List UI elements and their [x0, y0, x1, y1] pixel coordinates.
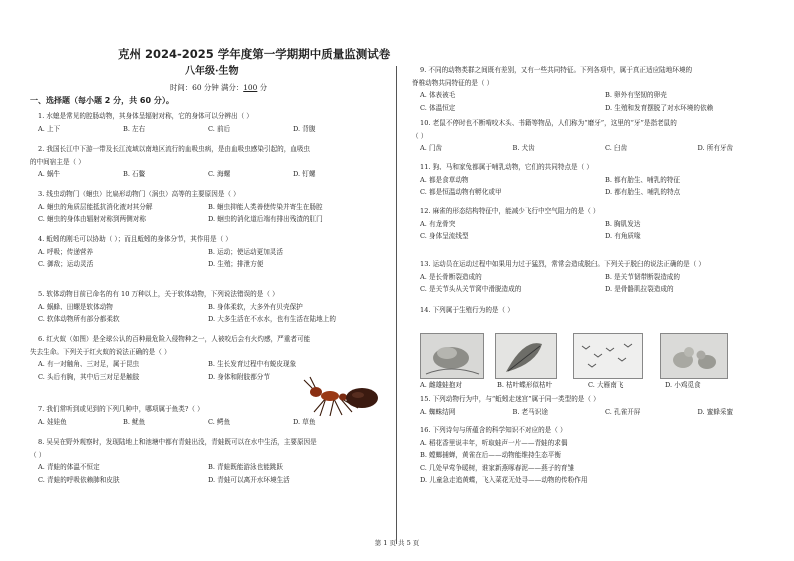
- answer-option[interactable]: D. 生殖和发育摆脱了对水环境的依赖: [605, 103, 714, 112]
- q14-image-a: [420, 333, 484, 379]
- q14-caption-b: B. 枯叶蝶形似枯叶: [497, 381, 553, 389]
- answer-option[interactable]: B. 蛔虫抑能人类善使传染并寄生在肠腔: [208, 202, 323, 211]
- answer-option[interactable]: C. 前后: [208, 124, 231, 133]
- answer-option[interactable]: C. 御敌；运动灵活: [38, 260, 94, 268]
- question-stem-line: 6. 红火蚁（如图）是全球公认的百种最危险入侵物种之一，人被咬后会有火灼感，严重者可能: [38, 335, 311, 343]
- question-stem-line: 5. 软体动物目前已命名的有 10 万种以上，关于软体动物，下列说法错误的是（ ）: [38, 290, 279, 298]
- question-stem-line: 13. 运动员在运动过程中如果用力过于猛烈，常常会造成脱臼。下列关于脱臼的说法正确的是（ ）: [420, 260, 706, 268]
- answer-option[interactable]: C. 海螺: [208, 170, 231, 178]
- question-stem-line: 7. 我们常听到或见到的下列几种中，哪项属于鱼类?（ ）: [38, 405, 204, 413]
- answer-option[interactable]: A. 都是食草动物: [420, 175, 469, 184]
- answer-option[interactable]: D. 儿童急走追黄蝶，飞入菜花无处寻——动物的传粉作用: [420, 476, 588, 484]
- answer-option[interactable]: D. 是骨骼肌拉裂造成的: [605, 285, 674, 293]
- answer-option[interactable]: D. 蛔虫的消化道后端有排出残渣的肛门: [208, 215, 323, 223]
- answer-option[interactable]: B. 左右: [123, 124, 146, 133]
- exam-subtitle: 八年级·生物: [185, 66, 239, 77]
- question-stem-line: 14. 下列属于生殖行为的是（ ）: [420, 306, 514, 314]
- answer-option[interactable]: C. 蛔虫的身体由辐射对称到两侧对称: [38, 215, 146, 223]
- answer-option[interactable]: D. 钉螺: [293, 170, 316, 178]
- answer-option[interactable]: C. 孔雀开屏: [605, 407, 641, 416]
- answer-option[interactable]: A. 体表被毛: [420, 91, 456, 99]
- answer-option[interactable]: A. 蜘蛛结网: [420, 407, 456, 416]
- answer-option[interactable]: D. 有角质喙: [605, 232, 641, 240]
- answer-option[interactable]: A. 青蛙的体温不恒定: [38, 463, 100, 471]
- answer-option[interactable]: B. 犬齿: [512, 144, 535, 152]
- question-stem-line: 脊椎动物共同特征的是（ ）: [412, 78, 494, 87]
- answer-option[interactable]: D. 所有牙齿: [697, 144, 734, 152]
- answer-option[interactable]: D. 都有胎生、哺乳的特点: [605, 188, 681, 196]
- question-stem-line: 1. 水螅是常见的腔肠动物，其身体呈辐射对称，它的身体可以分辨出（ ）: [38, 112, 253, 120]
- question-stem-line: 4. 蚯蚓的刚毛可以协助（ ）；而且蚯蚓的身体分节，其作用是（ ）: [38, 235, 232, 243]
- q14-caption-d: D. 小鸡觅食: [665, 381, 701, 389]
- answer-option[interactable]: A. 蜗牛: [38, 170, 61, 178]
- q14-image-b: [495, 333, 557, 379]
- question-stem-line: 10. 老鼠不停时也不断啃咬木头、书籍等物品，人们称为“磨牙”，这里的“牙”是指老鼠的: [420, 119, 677, 127]
- question-stem-line: 15. 下列动物行为中，与“蚯蚓走迷宫”属于同一类型的是（ ）: [420, 395, 600, 403]
- question-stem-line: 2. 我国长江中下游一带及长江流域以南地区流行的血吸虫病，是由血吸虫感染引起的，血吸虫: [38, 145, 311, 153]
- answer-option[interactable]: D. 大多生活在不水水，也有生活在陆地上的: [208, 315, 336, 323]
- meta-score: 100: [243, 83, 258, 92]
- answer-option[interactable]: C. 鳄鱼: [208, 417, 231, 426]
- q14-image-c: [573, 333, 643, 379]
- red-fire-ant-figure: [296, 372, 392, 420]
- answer-option[interactable]: D. 背腹: [293, 124, 316, 133]
- meta-prefix: 时间：60 分钟 满分：: [170, 83, 244, 92]
- question-stem-line: （ ）: [412, 131, 428, 140]
- answer-option[interactable]: B. 身体柔软，大多外有贝壳保护: [208, 302, 303, 311]
- section-heading: 一、选择题（每小题 2 分，共 60 分）。: [30, 96, 174, 105]
- q14-caption-a: A. 雌雄蛙抱对: [420, 381, 462, 389]
- question-stem-line: 12. 麻雀的形态结构特征中，能减少飞行中空气阻力的是（ ）: [420, 207, 600, 215]
- answer-option[interactable]: D. 蜜蜂采蜜: [697, 407, 734, 416]
- answer-option[interactable]: C. 都是恒温动物有孵化或甲: [420, 188, 502, 196]
- answer-option[interactable]: A. 蜗蜂、田螺是软体动物: [38, 302, 113, 311]
- question-stem-line: 8. 吴吴在野外观察时，发现陆地上和池塘中都有青蛙出没，青蛙既可以在水中生活，主要原因是: [38, 438, 317, 446]
- question-stem-line: （ ）: [30, 450, 46, 459]
- answer-option[interactable]: C. 身体呈流线型: [420, 232, 469, 240]
- answer-option[interactable]: B. 运动；使运动更加灵活: [208, 247, 283, 256]
- answer-option[interactable]: B. 生长发育过程中有蜕皮现象: [208, 360, 297, 368]
- answer-option[interactable]: C. 臼齿: [605, 144, 628, 152]
- answer-option[interactable]: B. 卵外有坚韧的卵壳: [605, 91, 667, 99]
- answer-option[interactable]: B. 老马识途: [512, 407, 548, 416]
- answer-option[interactable]: A. 有龙骨突: [420, 219, 456, 228]
- answer-option[interactable]: B. 鱿鱼: [123, 417, 146, 426]
- answer-option[interactable]: B. 是关节韧带断裂造成的: [605, 272, 680, 281]
- answer-option[interactable]: A. 娃娃鱼: [38, 417, 67, 426]
- q14-caption-c: C. 大雁南飞: [588, 381, 624, 389]
- exam-meta: [170, 83, 267, 92]
- meta-suffix: 分: [259, 83, 268, 92]
- answer-option[interactable]: C. 头后有胸，其中后三对足是触肢: [38, 372, 140, 381]
- question-stem-line: 失去生命。下列关于红火蚁的说法正确的是（ ）: [30, 347, 171, 356]
- answer-option[interactable]: D. 青蛙可以离开水环境生活: [208, 475, 290, 484]
- question-stem-line: 3. 线虫动物门（蛔虫）比扁形动物门（涡虫）高等的主要原因是（ ）: [38, 190, 240, 198]
- answer-option[interactable]: C. 几处早莺争暖树，谁家新燕啄春泥——燕子的育雏: [420, 463, 575, 472]
- answer-option[interactable]: B. 青蛙既能游泳也能跳跃: [208, 463, 283, 471]
- answer-option[interactable]: A. 有一对触角、三对足，属于昆虫: [38, 360, 140, 368]
- answer-option[interactable]: B. 都有胎生、哺乳的特征: [605, 175, 680, 184]
- answer-option[interactable]: C. 软体动物所有部分都柔软: [38, 315, 120, 323]
- question-stem-line: 的中间宿主是（ ）: [30, 157, 85, 166]
- page-footer: 第 1 页 共 5 页: [374, 539, 420, 547]
- answer-option[interactable]: A. 蛔虫的角质层能抵抗消化液对其分解: [38, 202, 153, 211]
- question-stem-line: 9. 不同的动物类群之间既有差别，又有一些共同特征。下列各项中，属于真正适应陆地环境的: [420, 66, 693, 74]
- answer-option[interactable]: C. 体温恒定: [420, 103, 456, 112]
- answer-option[interactable]: B. 螳螂捕蝉，黄雀在后——动物能维持生态平衡: [420, 451, 561, 459]
- answer-option[interactable]: D. 草鱼: [293, 417, 316, 426]
- answer-option[interactable]: D. 生殖；排泄方便: [208, 260, 264, 268]
- answer-option[interactable]: C. 是关节头从关节窝中滑脱造成的: [420, 285, 522, 293]
- q14-image-d: [660, 333, 728, 379]
- answer-option[interactable]: B. 胸肌发达: [605, 219, 641, 228]
- answer-option[interactable]: A. 呼吸；传递营养: [38, 247, 94, 256]
- column-divider: [396, 66, 397, 544]
- answer-option[interactable]: D. 身体和附肢都分节: [208, 372, 270, 381]
- answer-option[interactable]: A. 门齿: [420, 144, 443, 152]
- exam-title: 克州 2024-2025 学年度第一学期期中质量监测试卷: [118, 47, 391, 61]
- question-stem-line: 11. 狗、马和家兔都属于哺乳动物，它们的共同特点是（ ）: [420, 163, 593, 171]
- question-stem-line: 16. 下列诗句与所蕴含的科学知识不对应的是（ ）: [420, 426, 567, 434]
- answer-option[interactable]: C. 青蛙的呼吸依赖肺和皮肤: [38, 475, 120, 484]
- answer-option[interactable]: A. 稻花香里说丰年，听取蛙声一片——青蛙的求偶: [420, 438, 568, 447]
- answer-option[interactable]: B. 石鳖: [123, 170, 146, 178]
- answer-option[interactable]: A. 上下: [38, 124, 61, 133]
- answer-option[interactable]: A. 是长骨断裂造成的: [420, 272, 482, 281]
